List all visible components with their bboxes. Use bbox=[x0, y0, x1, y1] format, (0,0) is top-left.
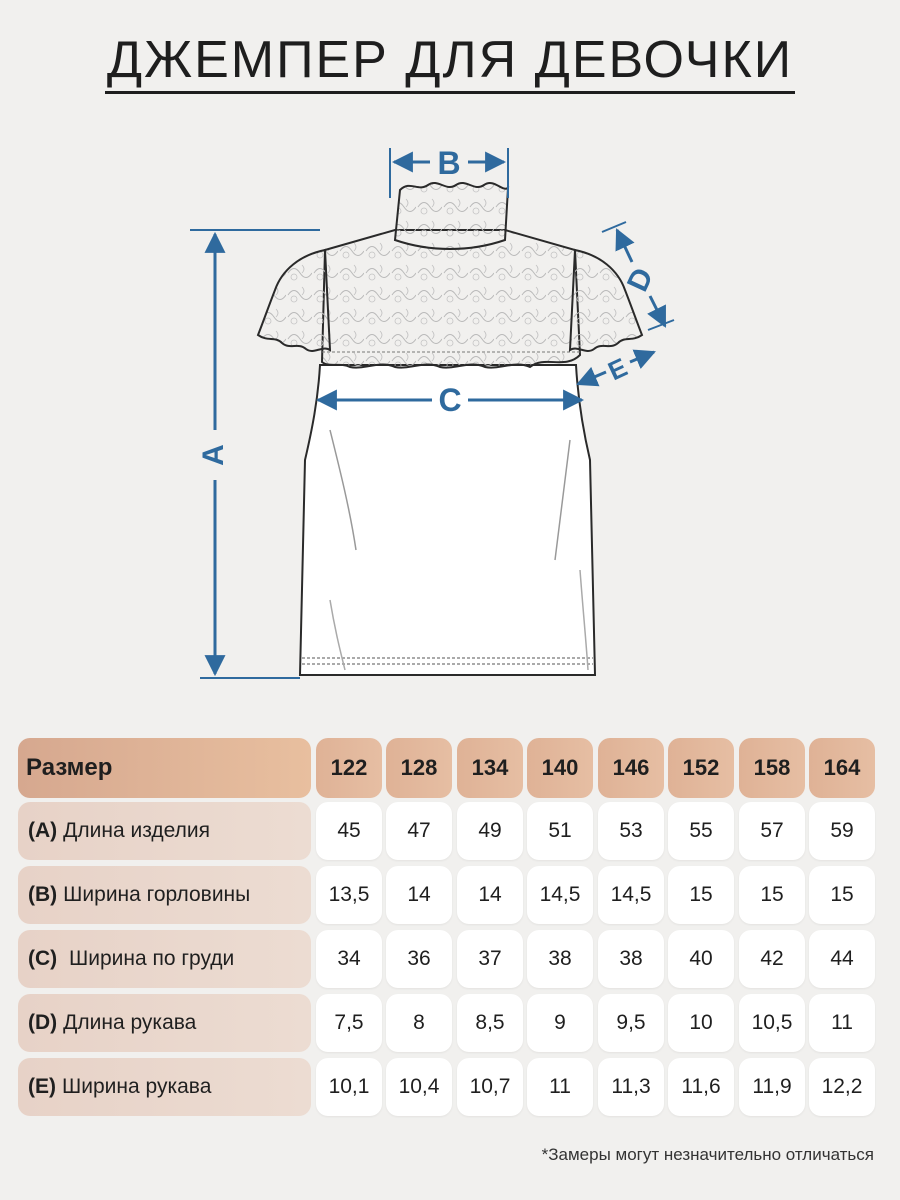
row-code: (B) bbox=[28, 883, 58, 906]
label-d: D bbox=[621, 262, 661, 297]
label-b: B bbox=[437, 145, 461, 181]
table-cell: 11 bbox=[809, 994, 875, 1052]
table-cell: 51 bbox=[527, 802, 593, 860]
table-cell: 12,2 bbox=[809, 1058, 875, 1116]
table-cell: 42 bbox=[739, 930, 805, 988]
row-code: (E) bbox=[28, 1075, 56, 1098]
header-size-128: 128 bbox=[386, 738, 452, 798]
table-cell: 13,5 bbox=[316, 866, 382, 924]
header-size-146: 146 bbox=[598, 738, 664, 798]
header-size-label: Размер bbox=[18, 738, 311, 798]
header-size-134: 134 bbox=[457, 738, 523, 798]
table-cell: 14,5 bbox=[527, 866, 593, 924]
table-cell: 11,9 bbox=[739, 1058, 805, 1116]
table-cell: 10,7 bbox=[457, 1058, 523, 1116]
row-name: Длина рукава bbox=[63, 1011, 197, 1034]
table-cell: 8 bbox=[386, 994, 452, 1052]
table-cell: 9 bbox=[527, 994, 593, 1052]
collar bbox=[395, 183, 508, 249]
row-name: Ширина рукава bbox=[62, 1075, 212, 1098]
row-label bbox=[18, 866, 311, 924]
header-size-140: 140 bbox=[527, 738, 593, 798]
table-cell: 11,6 bbox=[668, 1058, 734, 1116]
table-cell: 57 bbox=[739, 802, 805, 860]
table-cell: 8,5 bbox=[457, 994, 523, 1052]
table-cell: 53 bbox=[598, 802, 664, 860]
row-name: Ширина горловины bbox=[63, 883, 251, 906]
table-cell: 10 bbox=[668, 994, 734, 1052]
table-cell: 40 bbox=[668, 930, 734, 988]
table-cell: 47 bbox=[386, 802, 452, 860]
table-cell: 10,5 bbox=[739, 994, 805, 1052]
table-cell: 11,3 bbox=[598, 1058, 664, 1116]
table-cell: 37 bbox=[457, 930, 523, 988]
row-label bbox=[18, 1058, 311, 1116]
header-size-152: 152 bbox=[668, 738, 734, 798]
table-cell: 49 bbox=[457, 802, 523, 860]
table-cell: 11 bbox=[527, 1058, 593, 1116]
lace-yoke bbox=[322, 230, 580, 368]
page-title: ДЖЕМПЕР ДЛЯ ДЕВОЧКИ bbox=[0, 30, 900, 90]
table-cell: 45 bbox=[316, 802, 382, 860]
table-cell: 10,1 bbox=[316, 1058, 382, 1116]
table-cell: 9,5 bbox=[598, 994, 664, 1052]
table-cell: 55 bbox=[668, 802, 734, 860]
table-cell: 15 bbox=[668, 866, 734, 924]
header-size-158: 158 bbox=[739, 738, 805, 798]
table-cell: 10,4 bbox=[386, 1058, 452, 1116]
label-a: A bbox=[196, 444, 230, 466]
label-c: C bbox=[438, 382, 462, 418]
table-cell: 14 bbox=[457, 866, 523, 924]
label-e: E bbox=[603, 351, 632, 387]
row-code: (C) bbox=[28, 947, 58, 970]
table-cell: 15 bbox=[739, 866, 805, 924]
row-name: Длина изделия bbox=[63, 819, 210, 842]
table-cell: 7,5 bbox=[316, 994, 382, 1052]
table-cell: 15 bbox=[809, 866, 875, 924]
table-cell: 14 bbox=[386, 866, 452, 924]
table-cell: 34 bbox=[316, 930, 382, 988]
row-label bbox=[18, 994, 311, 1052]
table-cell: 38 bbox=[598, 930, 664, 988]
footnote: *Замеры могут незначительно отличаться bbox=[541, 1145, 874, 1164]
table-cell: 36 bbox=[386, 930, 452, 988]
row-label bbox=[18, 802, 311, 860]
table-cell: 14,5 bbox=[598, 866, 664, 924]
table-cell: 38 bbox=[527, 930, 593, 988]
table-cell: 44 bbox=[809, 930, 875, 988]
row-code: (A) bbox=[28, 819, 58, 842]
left-sleeve bbox=[258, 250, 330, 351]
header-size-164: 164 bbox=[809, 738, 875, 798]
row-label bbox=[18, 930, 311, 988]
header-size-122: 122 bbox=[316, 738, 382, 798]
table-cell: 59 bbox=[809, 802, 875, 860]
row-name: Ширина по груди bbox=[63, 947, 235, 970]
row-code: (D) bbox=[28, 1011, 58, 1034]
garment-diagram bbox=[0, 130, 900, 700]
measure-e bbox=[578, 352, 654, 387]
